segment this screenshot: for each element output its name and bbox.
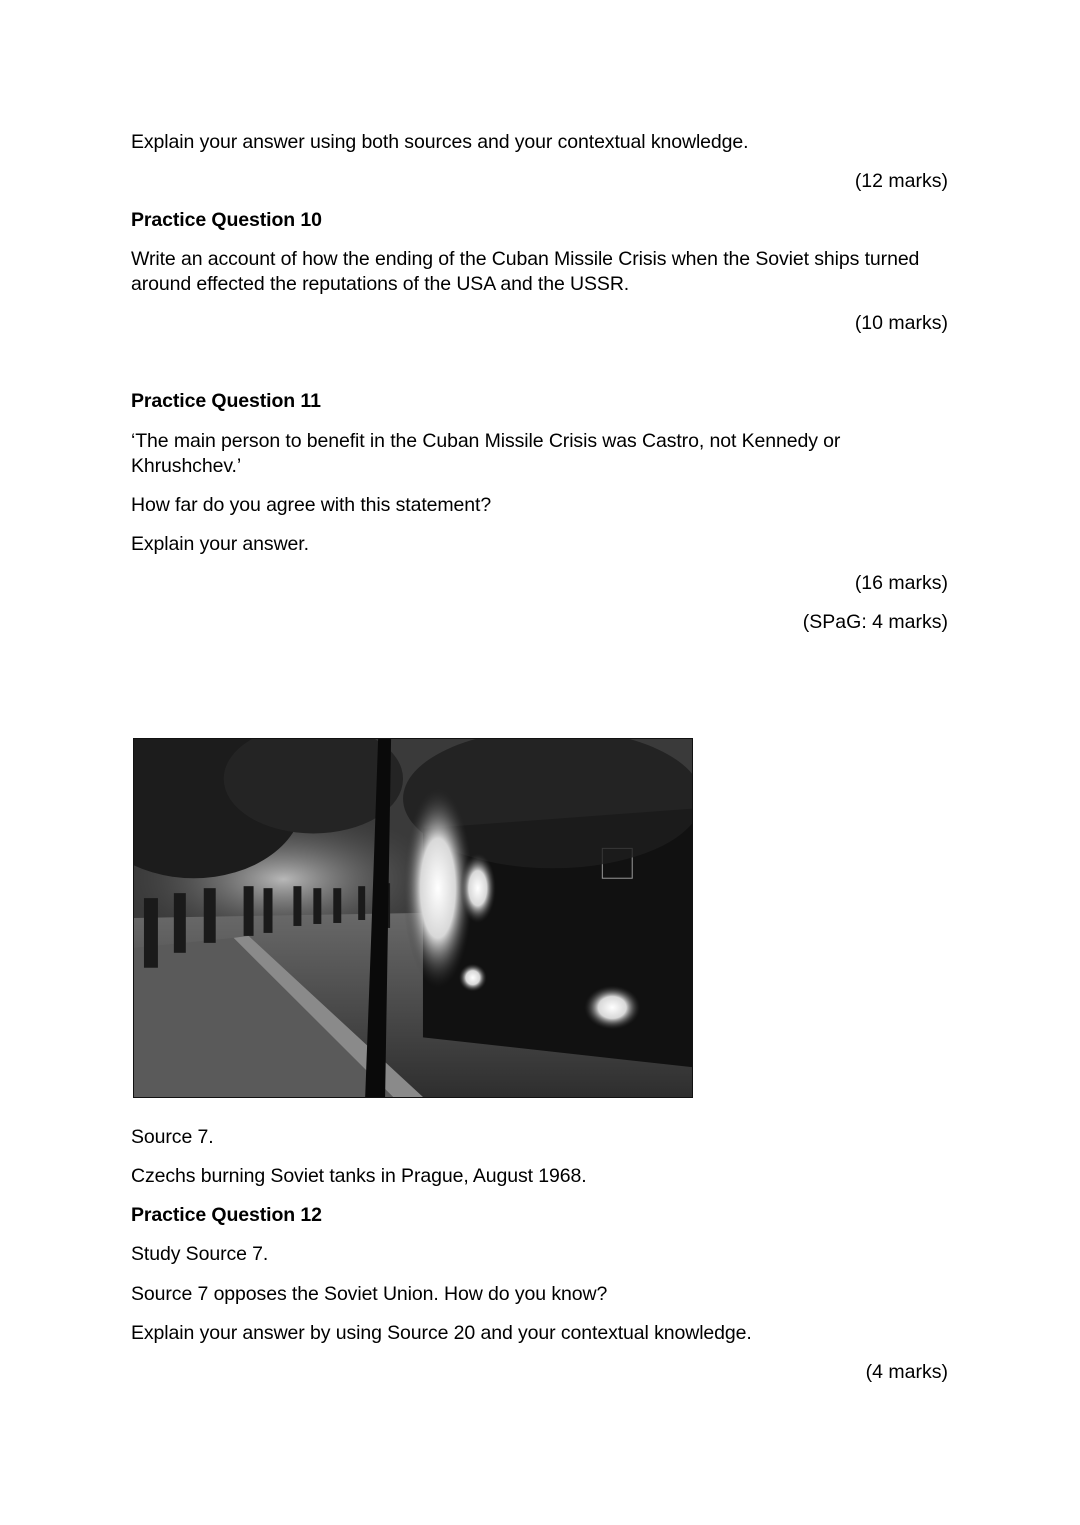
- q12-heading: Practice Question 12: [131, 1204, 322, 1226]
- q12-prompt: Source 7 opposes the Soviet Union. How do you know?: [131, 1283, 608, 1305]
- q9-instruction: Explain your answer using both sources and your contextual knowledge.: [131, 131, 749, 153]
- q10-marks: (10 marks): [854, 312, 948, 334]
- q12-marks: (4 marks): [865, 1361, 948, 1383]
- source7-label: Source 7.: [131, 1126, 214, 1148]
- q10-text-line2: around effected the reputations of the USA and the USSR.: [131, 273, 630, 295]
- q12-instruction: Explain your answer by using Source 20 and your contextual knowledge.: [131, 1322, 752, 1344]
- source7-caption: Czechs burning Soviet tanks in Prague, August 1968.: [131, 1165, 587, 1187]
- q11-prompt: How far do you agree with this statement?: [131, 494, 492, 516]
- q11-instruction: Explain your answer.: [131, 533, 309, 555]
- photo-illustration: [134, 739, 692, 1097]
- q10-heading: Practice Question 10: [131, 209, 322, 231]
- q11-spag-marks: (SPaG: 4 marks): [802, 611, 948, 633]
- q11-heading: Practice Question 11: [131, 390, 321, 412]
- q11-marks: (16 marks): [854, 572, 948, 594]
- q10-text-line1: Write an account of how the ending of the Cuban Missile Crisis when the Soviet ships turned: [131, 248, 920, 270]
- q9-marks: (12 marks): [854, 170, 948, 192]
- q11-quote-line2: Khrushchev.’: [131, 455, 242, 477]
- q11-quote-line1: ‘The main person to benefit in the Cuban Missile Crisis was Castro, not Kennedy or: [131, 430, 841, 452]
- q12-study: Study Source 7.: [131, 1243, 269, 1265]
- source7-photo: [133, 738, 693, 1098]
